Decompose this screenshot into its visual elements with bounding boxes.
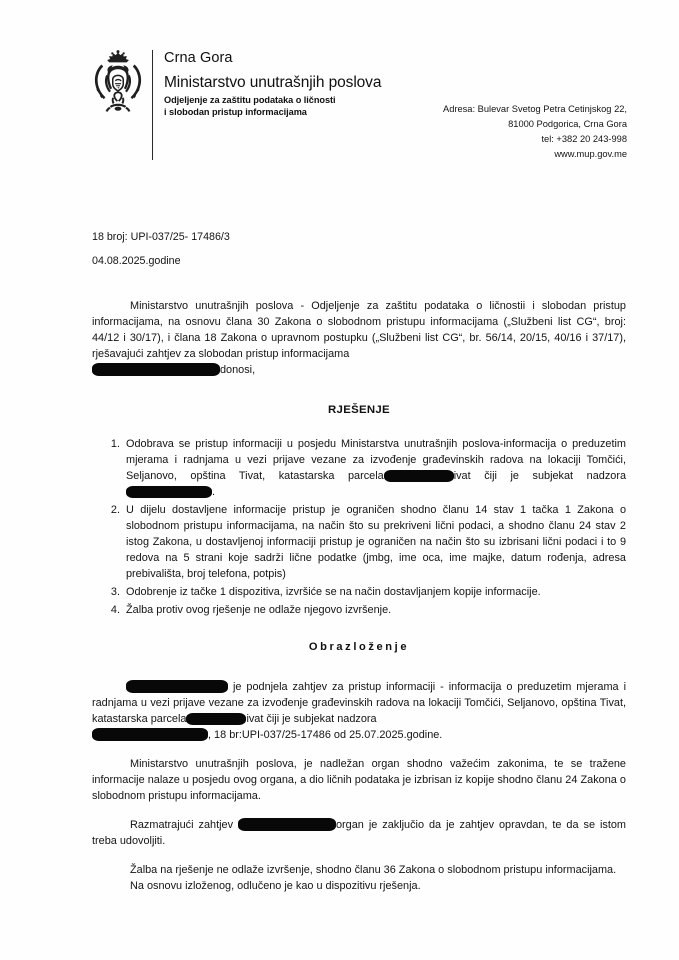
explanation-request-text-b: ivat čiji je subjekat nadzora <box>246 712 377 725</box>
redaction-bar-subject-1 <box>126 486 212 498</box>
explanation-request-text-c: , 18 br:UPI-037/25-17486 od 25.07.2025.godine. <box>208 728 443 741</box>
explanation-paragraph-final: Na osnovu izloženog, odlučeno je kao u dispozitivu rješenja. <box>130 879 421 892</box>
explanation-paragraph-conclusion <box>92 817 626 849</box>
address-block <box>443 48 627 162</box>
decision-item-4 <box>126 602 626 618</box>
decision-item-3 <box>126 584 626 600</box>
explanation-conclusion-text-a: Razmatrajući zahtjev <box>130 818 234 831</box>
ministry-name: Ministarstvo unutrašnjih poslova <box>164 74 382 92</box>
redaction-bar-preamble <box>92 363 220 376</box>
decision-item-1-text-c: . <box>212 486 216 499</box>
address-line-1: Adresa: Bulevar Svetog Petra Cetinjskog 22, <box>443 104 627 114</box>
redaction-bar-parcel-1 <box>384 470 454 482</box>
explanation-paragraph-authority: Ministarstvo unutrašnjih poslova, je nadležan organ shodno važećim zakonima, te se tražene informacije nalaze u posjedu ovog organa, a dio ličnih podataka je izbrisan iz kopije shodno članu 24 Zakona o slobodnom pristupu informacijama. <box>92 757 626 802</box>
explanation-paragraph-appeal: Žalba na rješenje ne odlaže izvršenje, shodno članu 36 Zakona o slobodnom pristupu informacijama. <box>130 863 617 876</box>
explanation-heading: Obrazloženje <box>308 640 410 653</box>
decision-item-1-text-b: ivat čiji je subjekat nadzora <box>453 470 627 483</box>
decision-item-3-text: Odobrenje iz tačke 1 dispozitiva, izvršiće se na način dostavljanjem kopije informacije. <box>126 586 541 599</box>
decision-item-4-text: Žalba protiv ovog rješenje ne odlaže njegovo izvršenje. <box>126 604 392 617</box>
explanation-request-text-a: je podnjela zahtjev za pristup informaciji - informacija o preduzetim mjerama i radnjama u vezi prijave vezane za izvođenje građevinskih radova na lokaciji Tomčići, Seljanovo, opština Tivat, katastarska parcela <box>92 680 626 725</box>
letterhead <box>92 48 627 162</box>
decision-list <box>92 436 626 618</box>
decision-item-2 <box>126 502 626 582</box>
preamble-text: Ministarstvo unutrašnjih poslova - Odjeljenje za zaštitu podataka o ličnostii i slobodan pristup informacijama, na osnovu člana 30 Zakona o slobodnom pristupu informacijama („Službeni list CG“, broj: 44/12 i 30/17), i člana 18 Zakona o upravnom postupku („Službeni list CG“, br. 56/14, 20/15, 40/16 i 37/17), rješavajući zahtjev za slobodan pristup informacijama <box>92 300 626 361</box>
address-website: www.mup.gov.me <box>554 149 627 160</box>
decision-item-1 <box>126 436 626 500</box>
decision-item-1-text-a: Odobrava se pristup informaciji u posjedu Ministarstva unutrašnjih poslova-informacija o preduzetim mjerama i radnjama u vezi prijave vezane za izvođenje građevinskih radova na lokaciji Tomčići, Seljanovo, opština Tivat, katastarska parcela <box>126 438 626 483</box>
document-body <box>92 298 626 894</box>
montenegro-coat-of-arms-icon <box>92 50 144 116</box>
organisation-block <box>164 48 381 119</box>
decision-item-2-text: U dijelu dostavljene informacije pristup je ograničen shodno članu 14 stav 1 tačka 1 Zakona o slobodnom pristupu informacijama, na način što su prekriveni lični podaci, a shodno članu 24 stav 2 istog Zakona, u dostavljenoj informaciji pristup je ograničen na način što su izbrisani lični podaci i to 9 redova na 5 strani koje sadrži lične podatke (jmbg, ime oca, ime majke, datum rođenja, adresa prebivališta, broj telefona, potpis) <box>126 504 626 581</box>
redaction-bar-subject-2 <box>92 728 208 741</box>
country-name: Crna Gora <box>164 50 233 66</box>
redaction-bar-applicant-2 <box>238 818 336 831</box>
preamble-paragraph <box>92 298 626 378</box>
address-line-2: 81000 Podgorica, Crna Gora <box>508 119 627 130</box>
explanation-conclusion-text-b: organ je zaključio da je zahtjev opravdan, te da se istom treba udovoljiti. <box>92 818 626 847</box>
decision-heading: RJEŠENJE <box>328 404 390 417</box>
department-name-line-2: i slobodan pristup informacijama <box>164 107 307 118</box>
preamble-tail: donosi, <box>220 364 256 377</box>
department-name-line-1: Odjeljenje za zaštitu podataka o ličnosti <box>164 94 336 105</box>
redaction-bar-applicant-1 <box>126 680 228 693</box>
reference-number: 18 broj: UPI-037/25- 17486/3 <box>92 231 230 243</box>
explanation-paragraph-request <box>92 679 626 743</box>
redaction-bar-parcel-2 <box>186 713 246 725</box>
letterhead-divider <box>152 50 153 160</box>
reference-date: 04.08.2025.godine <box>92 255 181 267</box>
address-phone: tel: +382 20 243-998 <box>541 134 627 145</box>
